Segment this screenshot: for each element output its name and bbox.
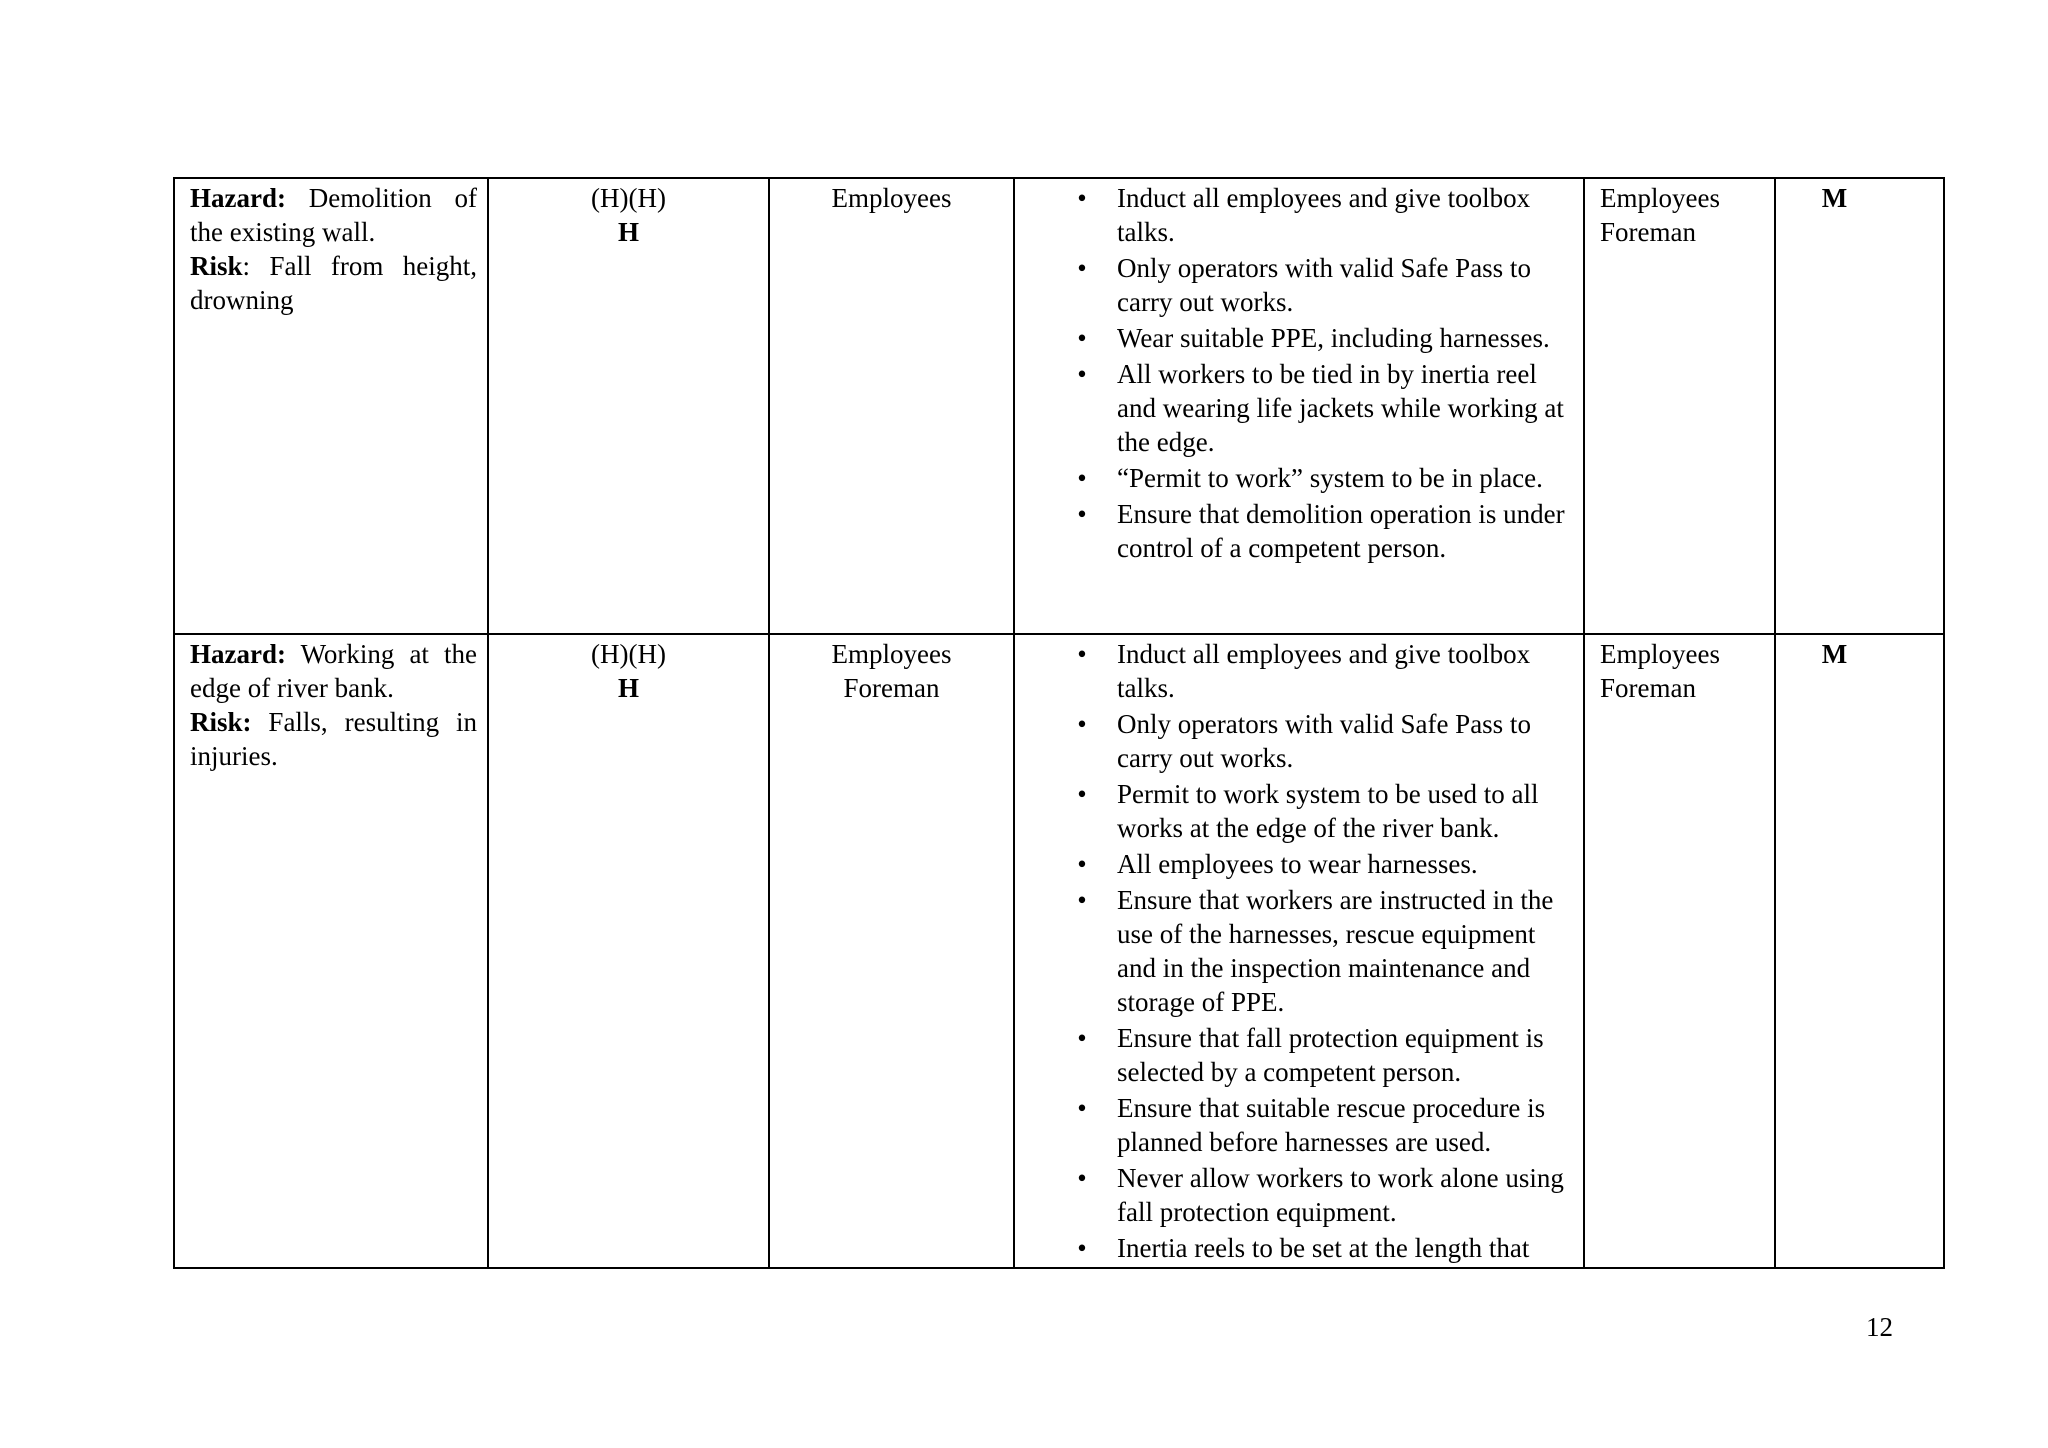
bullet-icon: • <box>1077 779 1087 809</box>
hazard-label: Hazard: <box>190 639 286 669</box>
control-measure: Induct all employees and give toolbox talks. <box>1117 639 1531 703</box>
rating-level: H <box>617 673 639 703</box>
control-measure: Wear suitable PPE, including harnesses. <box>1117 323 1550 353</box>
persons-at-risk-cell <box>769 634 1014 1268</box>
responsible-person: Foreman <box>1600 217 1696 247</box>
responsible-person: Employees <box>1600 183 1720 213</box>
list-item <box>1015 497 1569 565</box>
risk-rating-cell <box>488 178 769 634</box>
risk-assessment-table <box>173 177 1945 1269</box>
list-item <box>1015 251 1569 319</box>
table-row <box>174 634 1944 1268</box>
bullet-icon: • <box>1077 1163 1087 1193</box>
list-item <box>1015 461 1569 495</box>
control-measure: Inertia reels to be set at the length that <box>1117 1233 1530 1263</box>
responsible-person: Foreman <box>1600 673 1696 703</box>
list-item <box>1015 637 1569 705</box>
list-item <box>1015 1161 1569 1229</box>
bullet-icon: • <box>1077 1233 1087 1263</box>
bullet-icon: • <box>1077 1023 1087 1053</box>
list-item <box>1015 357 1569 459</box>
bullet-icon: • <box>1077 849 1087 879</box>
residual-risk-cell: M <box>1775 178 1944 634</box>
bullet-icon: • <box>1077 709 1087 739</box>
bullet-icon: • <box>1077 463 1087 493</box>
bullet-icon: • <box>1077 183 1087 213</box>
hazard-text: Working at the edge of river bank. <box>190 639 477 703</box>
control-measures-list <box>1015 181 1569 565</box>
control-measure: Ensure that demolition operation is under control of a competent person. <box>1117 499 1565 563</box>
control-measure: Ensure that suitable rescue procedure is planned before harnesses are used. <box>1117 1093 1546 1157</box>
list-item <box>1015 321 1569 355</box>
person-at-risk: Employees <box>831 183 952 213</box>
rating-pair: (H)(H) <box>591 183 666 213</box>
control-measure: Never allow workers to work alone using fall protection equipment. <box>1117 1163 1564 1227</box>
bullet-icon: • <box>1077 253 1087 283</box>
bullet-icon: • <box>1077 885 1087 915</box>
control-measure: All workers to be tied in by inertia reel and wearing life jackets while working at the edge. <box>1117 359 1564 457</box>
hazard-cell <box>174 178 488 634</box>
list-item <box>1015 707 1569 775</box>
risk-text: Falls, resulting in injuries. <box>190 707 477 771</box>
bullet-icon: • <box>1077 499 1087 529</box>
list-item <box>1015 181 1569 249</box>
risk-rating-cell <box>488 634 769 1268</box>
bullet-icon: • <box>1077 359 1087 389</box>
control-measures-cell <box>1014 178 1584 634</box>
persons-at-risk-cell <box>769 178 1014 634</box>
hazard-label: Hazard: <box>190 183 286 213</box>
control-measure: Permit to work system to be used to all works at the edge of the river bank. <box>1117 779 1539 843</box>
page-number: 12 <box>1866 1312 1893 1342</box>
list-item <box>1015 1021 1569 1089</box>
list-item <box>1015 1231 1569 1265</box>
list-item <box>1015 1091 1569 1159</box>
control-measure: All employees to wear harnesses. <box>1117 849 1478 879</box>
risk-label: Risk: <box>190 707 252 737</box>
hazard-cell <box>174 634 488 1268</box>
list-item <box>1015 777 1569 845</box>
control-measure: Ensure that workers are instructed in the use of the harnesses, rescue equipment and in the inspection maintenance and storage of PPE. <box>1117 885 1554 1017</box>
responsible-persons-cell <box>1584 178 1775 634</box>
list-item <box>1015 847 1569 881</box>
responsible-person: Employees <box>1600 639 1720 669</box>
table-row <box>174 178 1944 634</box>
rating-level: H <box>617 217 639 247</box>
responsible-persons-cell <box>1584 634 1775 1268</box>
rating-pair: (H)(H) <box>591 639 666 669</box>
risk-label: Risk <box>190 251 243 281</box>
control-measure: Ensure that fall protection equipment is selected by a competent person. <box>1117 1023 1544 1087</box>
control-measures-cell <box>1014 634 1584 1268</box>
control-measure: Only operators with valid Safe Pass to carry out works. <box>1117 709 1531 773</box>
list-item <box>1015 883 1569 1019</box>
control-measure: Only operators with valid Safe Pass to carry out works. <box>1117 253 1531 317</box>
person-at-risk: Employees <box>831 639 952 669</box>
control-measures-list <box>1015 637 1569 1265</box>
risk-text: : Fall from height, drowning <box>190 251 477 315</box>
bullet-icon: • <box>1077 1093 1087 1123</box>
bullet-icon: • <box>1077 639 1087 669</box>
bullet-icon: • <box>1077 323 1087 353</box>
hazard-text: Demolition of the existing wall. <box>190 183 477 247</box>
control-measure: Induct all employees and give toolbox talks. <box>1117 183 1531 247</box>
residual-risk-cell: M <box>1775 634 1944 1268</box>
control-measure: “Permit to work” system to be in place. <box>1117 463 1543 493</box>
person-at-risk: Foreman <box>843 673 940 703</box>
